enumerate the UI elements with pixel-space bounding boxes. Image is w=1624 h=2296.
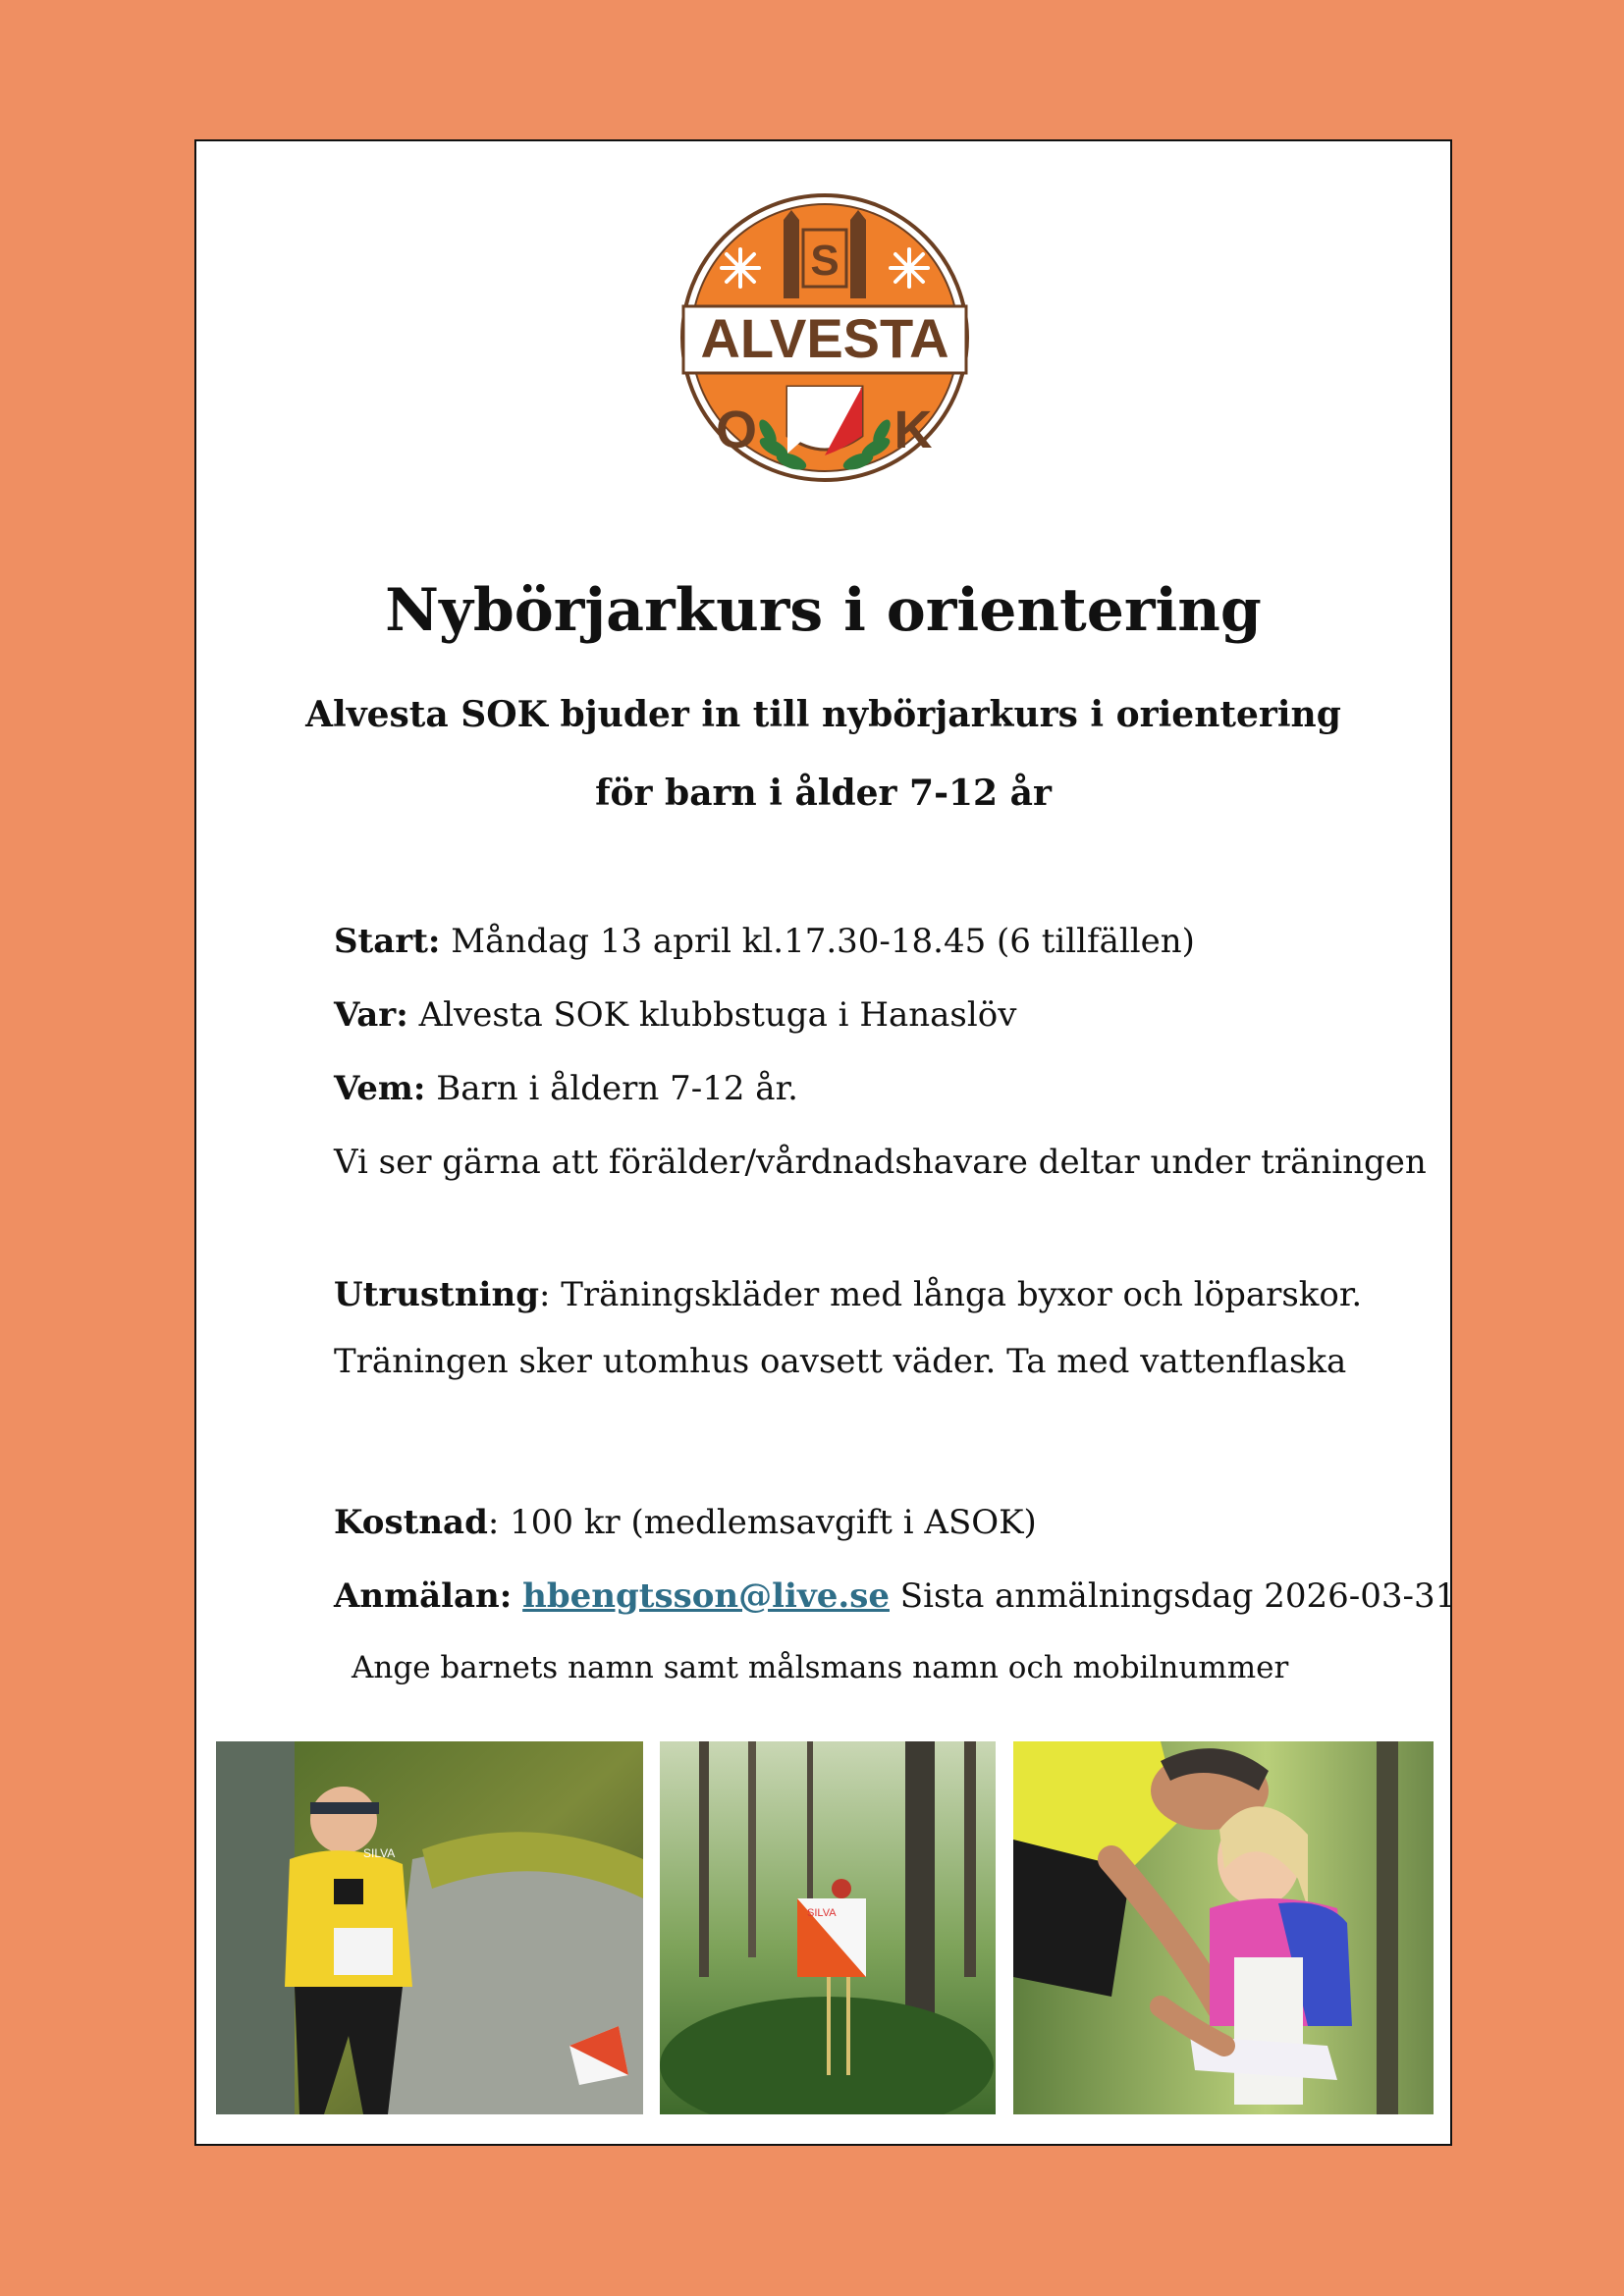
subtitle-line-1: Alvesta SOK bjuder in till nybörjarkurs i orientering bbox=[305, 694, 1341, 735]
photo-runner bbox=[216, 1741, 643, 2114]
signup-label: Anmälan: bbox=[334, 1576, 513, 1616]
parents-note: Vi ser gärna att förälder/vårdnadshavare deltar under träningen bbox=[334, 1143, 1427, 1182]
location-value: Alvesta SOK klubbstuga i Hanaslöv bbox=[407, 995, 1017, 1035]
poster-sheet bbox=[194, 139, 1457, 2146]
equipment-row bbox=[334, 1275, 1363, 1314]
signup-email-link[interactable]: hbengtsson@live.se bbox=[522, 1576, 890, 1616]
location-label: Var: bbox=[334, 995, 408, 1035]
alvesta-sok-logo bbox=[658, 190, 992, 485]
subtitle-line-2: för barn i ålder 7-12 år bbox=[595, 773, 1052, 814]
logo-club-name: ALVESTA bbox=[700, 307, 949, 369]
logo-letter-o: O bbox=[715, 400, 758, 459]
signup-deadline: Sista anmälningsdag 2026-03-31 bbox=[889, 1576, 1457, 1616]
equipment-value: : Träningskläder med långa byxor och löparskor. bbox=[538, 1275, 1363, 1314]
location-row bbox=[334, 995, 1017, 1035]
cost-value: : 100 kr (medlemsavgift i ASOK) bbox=[487, 1503, 1037, 1542]
start-label: Start: bbox=[334, 922, 441, 961]
photo-left-brand: SILVA bbox=[363, 1846, 396, 1860]
signup-row bbox=[334, 1576, 1457, 1616]
weather-note: Träningen sker utomhus oavsett väder. Ta med vattenflaska bbox=[334, 1342, 1347, 1381]
audience-value: Barn i åldern 7-12 år. bbox=[425, 1069, 798, 1108]
photo-map-reading bbox=[1013, 1741, 1434, 2114]
poster-title: Nybörjarkurs i orientering bbox=[385, 576, 1262, 645]
cost-label: Kostnad bbox=[334, 1503, 488, 1542]
start-value: Måndag 13 april kl.17.30-18.45 (6 tillfällen) bbox=[440, 922, 1195, 961]
signup-instructions: Ange barnets namn samt målsmans namn och mobilnummer bbox=[352, 1650, 1289, 1685]
logo-letter-k: K bbox=[893, 400, 933, 459]
start-row bbox=[334, 922, 1195, 961]
equipment-label: Utrustning bbox=[334, 1275, 539, 1314]
logo-letter-s: S bbox=[810, 237, 839, 285]
cost-row bbox=[334, 1503, 1037, 1542]
photo-middle-brand: SILVA bbox=[807, 1907, 837, 1919]
photo-control-flag bbox=[660, 1741, 996, 2114]
snowflake-left-icon bbox=[722, 249, 759, 287]
snowflake-right-icon bbox=[891, 249, 928, 287]
audience-row bbox=[334, 1069, 798, 1108]
audience-label: Vem: bbox=[334, 1069, 426, 1108]
